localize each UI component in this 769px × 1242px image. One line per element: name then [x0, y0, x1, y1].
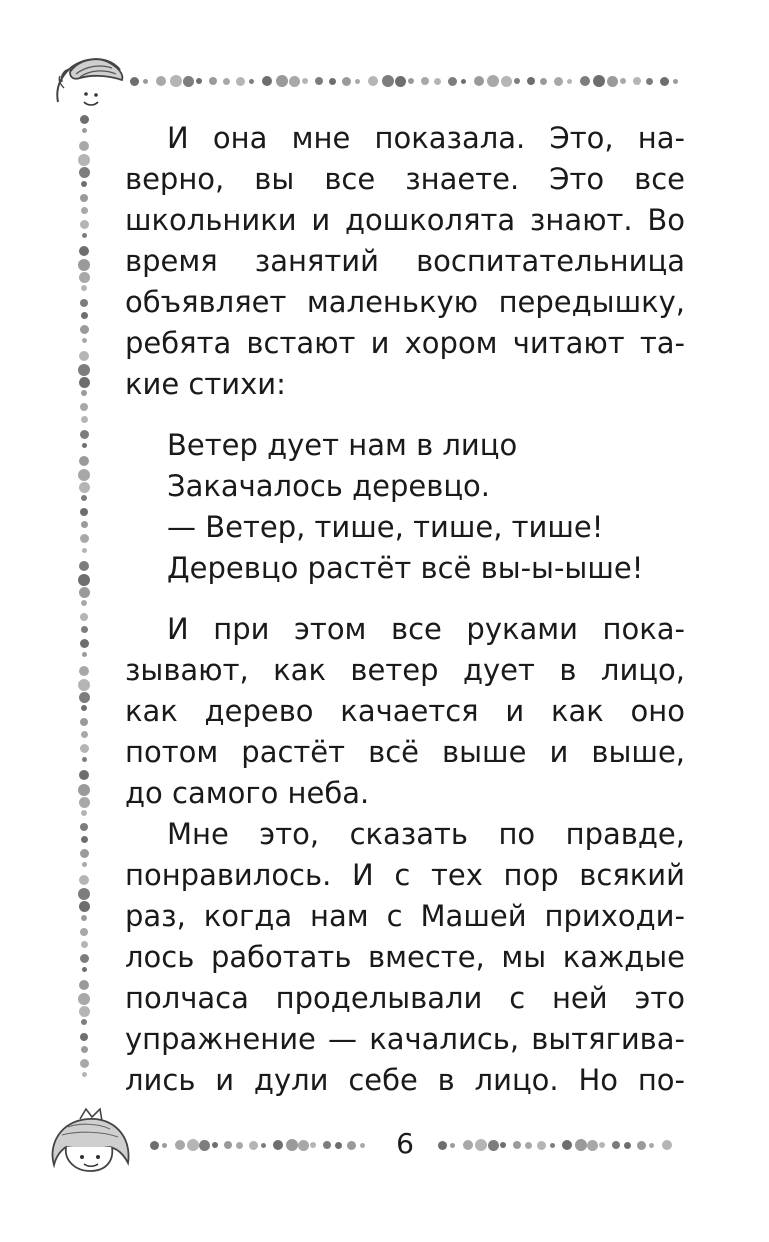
- girl-head-icon: [50, 52, 130, 114]
- border-dot: [620, 78, 626, 84]
- border-dot: [80, 744, 89, 753]
- border-dot: [82, 128, 87, 133]
- border-dot: [633, 77, 641, 85]
- border-dot: [310, 1142, 316, 1148]
- border-dot: [81, 207, 88, 214]
- border-dot: [660, 77, 669, 86]
- border-dot: [81, 626, 88, 633]
- text-line: раз, когда нам с Машей приходи-: [125, 899, 685, 933]
- text-line: понравилось. И с тех пор всякий: [125, 858, 685, 892]
- border-dot: [78, 574, 90, 586]
- border-dot: [79, 167, 90, 178]
- text-line: время занятий воспитательница: [125, 244, 685, 278]
- border-dot: [323, 1141, 331, 1149]
- border-dot: [273, 1140, 283, 1150]
- border-dot: [289, 76, 300, 87]
- border-dot: [81, 915, 87, 921]
- border-dot: [80, 718, 88, 726]
- border-dot: [587, 1140, 598, 1151]
- border-dot: [673, 79, 678, 84]
- border-dot: [474, 76, 484, 86]
- border-dot: [500, 1142, 506, 1148]
- border-dot: [81, 390, 87, 396]
- text-line: верно, вы все знаете. Это все: [125, 162, 685, 196]
- border-dot: [79, 587, 90, 598]
- border-dot: [347, 1141, 356, 1150]
- border-dot: [78, 259, 90, 271]
- border-dot: [249, 79, 254, 84]
- border-dot: [575, 1139, 587, 1151]
- border-dot: [80, 928, 88, 936]
- border-dot: [434, 78, 441, 85]
- border-dot: [156, 76, 166, 86]
- border-dot: [187, 1139, 199, 1151]
- border-dot: [212, 1142, 218, 1148]
- text-line: Мне это, сказать по правде,: [167, 817, 685, 851]
- border-dot: [448, 77, 457, 86]
- paragraph-2: [125, 609, 685, 814]
- border-dot: [612, 1141, 620, 1149]
- border-dot: [525, 1142, 532, 1149]
- border-dot: [236, 77, 245, 86]
- border-dot: [81, 1046, 88, 1053]
- border-dot: [249, 1141, 258, 1150]
- border-dot: [335, 1142, 342, 1149]
- border-dot: [196, 78, 202, 84]
- poem-line: Деревцо растёт всё вы-ы-ыше!: [167, 551, 644, 585]
- border-dot: [80, 613, 88, 621]
- paragraph-1: [125, 118, 685, 405]
- body-text: [125, 118, 685, 1101]
- border-dot: [80, 1033, 88, 1041]
- border-dot: [82, 443, 87, 448]
- border-dot: [537, 1141, 546, 1150]
- border-dot: [80, 299, 88, 307]
- border-dot: [80, 194, 88, 202]
- text-line: полчаса проделывали с ней это: [125, 981, 685, 1015]
- border-dot: [580, 76, 590, 86]
- border-dot: [80, 954, 89, 963]
- border-dot: [236, 1142, 243, 1149]
- border-dot: [81, 521, 88, 528]
- left-dot-border: [74, 115, 94, 1090]
- border-dot: [79, 901, 90, 912]
- border-dot: [79, 456, 89, 466]
- border-dot: [223, 78, 230, 85]
- border-dot: [342, 77, 351, 86]
- border-dot: [527, 77, 535, 85]
- border-dot: [199, 1140, 210, 1151]
- border-dot: [646, 78, 653, 85]
- border-dot: [79, 1006, 90, 1017]
- border-dot: [130, 77, 139, 86]
- border-dot: [637, 1141, 646, 1150]
- border-dot: [79, 377, 90, 388]
- border-dot: [209, 77, 217, 85]
- border-dot: [81, 705, 87, 711]
- border-dot: [224, 1141, 232, 1149]
- poem-line: — Ветер, тише, тише, тише!: [167, 510, 604, 544]
- border-dot: [81, 731, 88, 738]
- border-dot: [298, 1140, 309, 1151]
- border-dot: [329, 78, 336, 85]
- border-dot: [80, 220, 89, 229]
- poem-line: Закачалось деревцо.: [167, 469, 491, 503]
- text-line: ребята встают и хором читают та-: [125, 326, 685, 360]
- poem-line: Ветер дует нам в лицо: [167, 428, 518, 462]
- border-dot: [540, 78, 547, 85]
- border-dot: [81, 312, 88, 319]
- border-dot: [501, 76, 512, 87]
- border-dot: [286, 1139, 298, 1151]
- top-dot-border: [130, 73, 690, 89]
- border-dot: [81, 836, 88, 843]
- border-dot: [514, 78, 520, 84]
- text-line: до самого неба.: [125, 776, 370, 810]
- border-dot: [302, 78, 308, 84]
- border-dot: [567, 79, 572, 84]
- text-line: И при этом все руками пока-: [167, 612, 685, 646]
- border-dot: [593, 75, 605, 87]
- border-dot: [79, 797, 90, 808]
- border-dot: [80, 403, 88, 411]
- border-dot: [79, 351, 89, 361]
- border-dot: [175, 1140, 185, 1150]
- border-dot: [80, 849, 89, 858]
- border-dot: [463, 1140, 473, 1150]
- border-dot: [79, 980, 89, 990]
- border-dot: [550, 1143, 555, 1148]
- border-dot: [662, 1140, 672, 1150]
- border-dot: [513, 1141, 521, 1149]
- border-dot: [81, 285, 87, 291]
- border-dot: [82, 862, 87, 867]
- border-dot: [461, 79, 466, 84]
- border-dot: [79, 561, 89, 571]
- border-dot: [438, 1141, 447, 1150]
- border-dot: [79, 141, 89, 151]
- border-dot: [408, 78, 414, 84]
- border-dot: [78, 154, 90, 166]
- border-dot: [607, 76, 618, 87]
- border-dot: [78, 784, 90, 796]
- border-dot: [80, 639, 89, 648]
- border-dot: [382, 75, 394, 87]
- border-dot: [80, 534, 89, 543]
- border-dot: [79, 272, 90, 283]
- border-dot: [82, 1072, 87, 1077]
- text-line: потом растёт всё выше и выше,: [125, 735, 685, 769]
- border-dot: [421, 77, 429, 85]
- border-dot: [79, 770, 89, 780]
- border-dot: [80, 430, 89, 439]
- border-dot: [162, 1143, 167, 1148]
- poem: [125, 425, 685, 589]
- border-dot: [487, 75, 499, 87]
- border-dot: [81, 495, 87, 501]
- border-dot: [170, 75, 182, 87]
- border-dot: [368, 76, 378, 86]
- text-line: лось работать вместе, мы каждые: [125, 940, 685, 974]
- border-dot: [78, 679, 90, 691]
- text-line: упражнение — качались, вытягива-: [125, 1022, 685, 1056]
- bottom-right-dot-border: [438, 1137, 678, 1153]
- border-dot: [81, 810, 87, 816]
- border-dot: [80, 508, 88, 516]
- text-line: И она мне показала. Это, на-: [167, 121, 685, 155]
- border-dot: [360, 1143, 365, 1148]
- border-dot: [81, 1019, 87, 1025]
- girl-face-icon: [48, 1105, 133, 1175]
- border-dot: [78, 888, 90, 900]
- border-dot: [82, 338, 87, 343]
- border-dot: [79, 692, 90, 703]
- border-dot: [276, 75, 288, 87]
- border-dot: [450, 1143, 455, 1148]
- text-line: как дерево качается и как оно: [125, 694, 685, 728]
- border-dot: [78, 469, 90, 481]
- border-dot: [562, 1140, 572, 1150]
- border-dot: [355, 79, 360, 84]
- border-dot: [82, 652, 87, 657]
- border-dot: [475, 1139, 487, 1151]
- border-dot: [262, 76, 272, 86]
- border-dot: [79, 482, 90, 493]
- border-dot: [78, 364, 90, 376]
- text-line: лись и дули себе в лицо. Но по-: [125, 1063, 685, 1097]
- border-dot: [80, 823, 88, 831]
- border-dot: [143, 79, 148, 84]
- border-dot: [81, 416, 88, 423]
- border-dot: [81, 941, 88, 948]
- border-dot: [624, 1142, 631, 1149]
- border-dot: [81, 600, 87, 606]
- border-dot: [82, 548, 87, 553]
- border-dot: [183, 76, 194, 87]
- paragraph-3: [125, 814, 685, 1101]
- text-line: кие стихи:: [125, 367, 286, 401]
- border-dot: [599, 1142, 605, 1148]
- border-dot: [79, 246, 89, 256]
- page-number: 6: [396, 1127, 414, 1160]
- border-dot: [649, 1143, 654, 1148]
- text-line: школьники и дошколята знают. Во: [125, 203, 685, 237]
- border-dot: [261, 1143, 266, 1148]
- bottom-left-dot-border: [150, 1137, 375, 1153]
- border-dot: [82, 967, 87, 972]
- border-dot: [150, 1141, 159, 1150]
- border-dot: [80, 325, 89, 334]
- text-line: зывают, как ветер дует в лицо,: [125, 653, 685, 687]
- text-line: объявляет маленькую передышку,: [125, 285, 685, 319]
- border-dot: [395, 76, 406, 87]
- border-dot: [82, 757, 87, 762]
- border-dot: [82, 233, 87, 238]
- border-dot: [488, 1140, 499, 1151]
- border-dot: [315, 77, 323, 85]
- border-dot: [79, 666, 89, 676]
- border-dot: [79, 875, 89, 885]
- border-dot: [78, 993, 90, 1005]
- border-dot: [81, 181, 87, 187]
- border-dot: [554, 77, 563, 86]
- border-dot: [80, 1059, 89, 1068]
- border-dot: [80, 115, 89, 124]
